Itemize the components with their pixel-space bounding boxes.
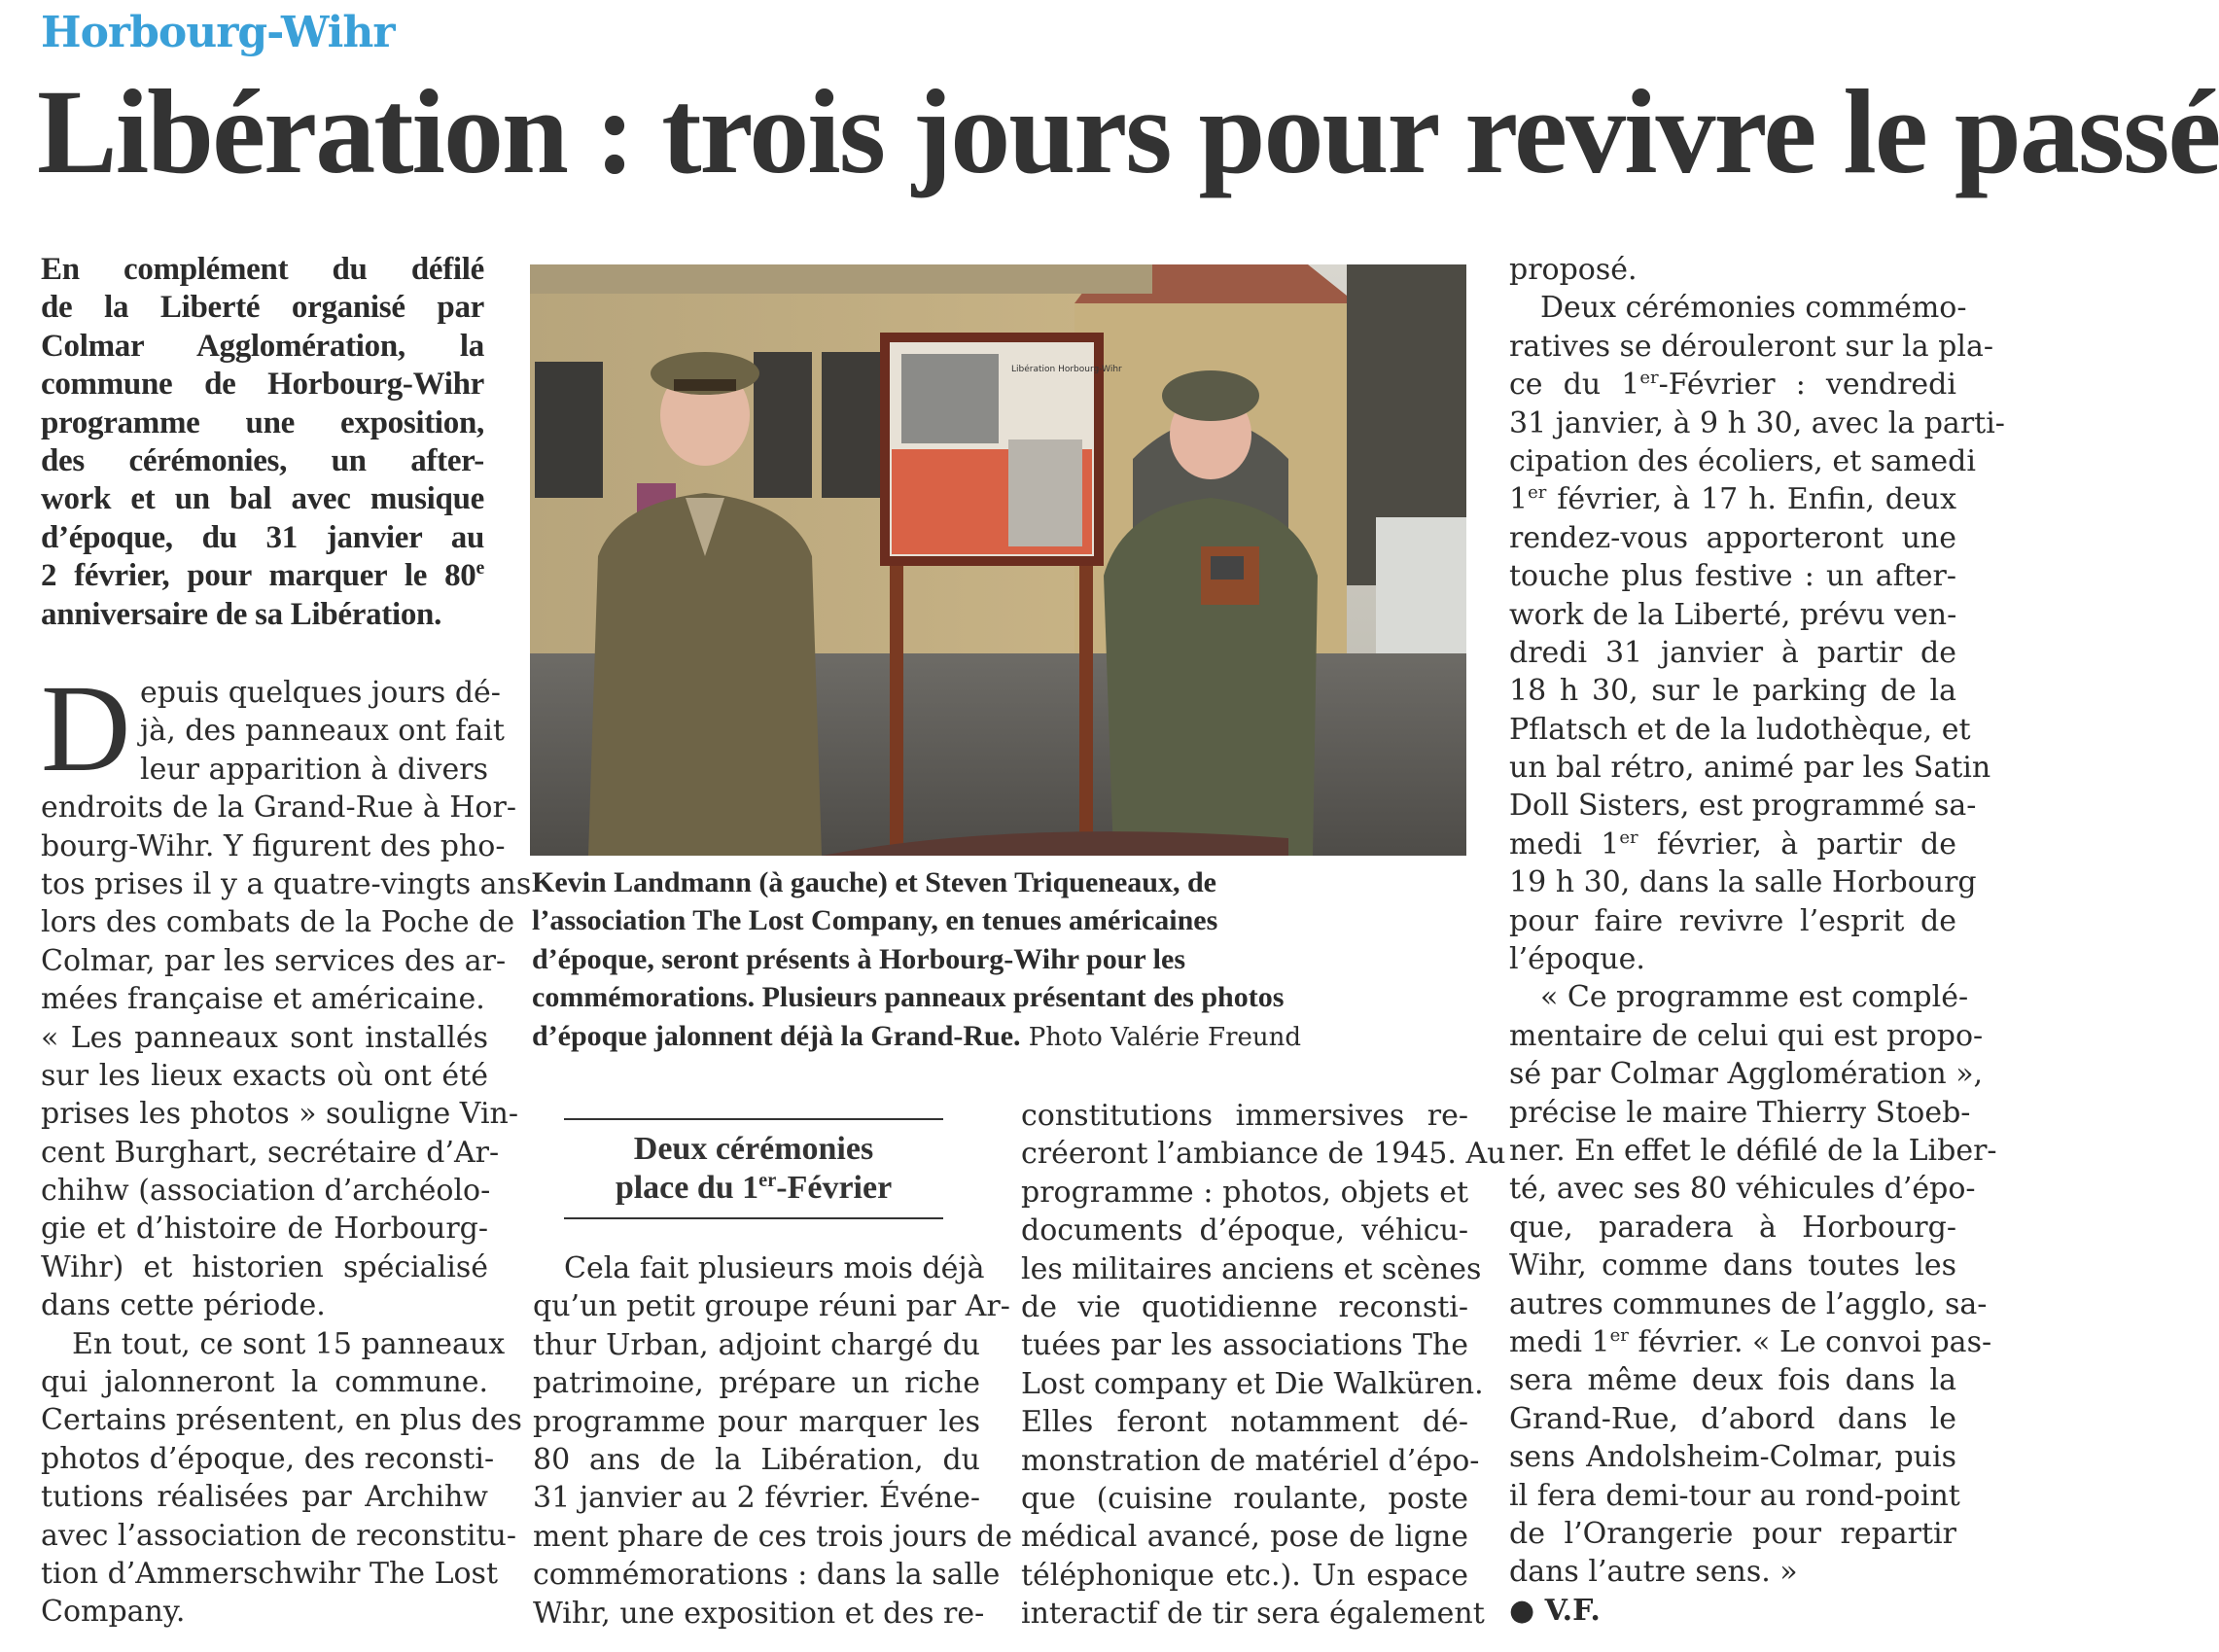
col3-body-line: que (cuisine roulante, poste [1021,1481,1468,1516]
col4-body-line: autres communes de l’agglo, sa- [1509,1286,1988,1321]
col1-body-line: qui jalonneront la commune. [41,1365,488,1400]
col2-body-line: commémorations : dans la salle [533,1558,1001,1593]
photo-caption [532,863,1465,1055]
author-signature: ● V.F. [1509,1593,1601,1628]
col1-body-line: tion d’Ammerschwihr The Lost [41,1556,499,1591]
col4-body-line: Wihr, comme dans toutes les [1509,1248,1956,1283]
section-kicker: Horbourg-Wihr [41,8,395,57]
caption-line [532,940,1465,978]
col4-body-line: précise le maire Thierry Stoeb- [1509,1095,1971,1130]
col4-body-line: de l’Orangerie pour repartir [1509,1516,1956,1551]
col3-body-line: médical avancé, pose de ligne [1021,1520,1468,1555]
col1-body-line: cent Burghart, secrétaire d’Ar- [41,1135,500,1170]
col3-body-line: Lost company et Die Walküren. [1021,1366,1484,1401]
col4-body-line: medi 1er février, à partir de [1509,826,1956,861]
col4-body-line: un bal rétro, animé par les Satin [1509,751,1991,786]
chapo-line: programme une exposition, [41,404,484,440]
col2-body-line: thur Urban, adjoint chargé du [533,1327,980,1362]
col1-body-line: chihw (association d’archéolo- [41,1174,491,1209]
col4-body-line: sé par Colmar Agglomération », [1509,1057,1984,1092]
chapo-line: commune de Horbourg-Wihr [41,367,484,403]
col3-body-line: programme : photos, objets et [1021,1175,1468,1210]
col1-body-line: endroits de la Grand-Rue à Hor- [41,791,516,826]
subhead-line-1: Deux cérémonies [633,1131,874,1167]
col2-body-line: 80 ans de la Libération, du [533,1442,980,1477]
col1-body-line: avec l’association de reconstitu- [41,1518,516,1553]
col4-body-line: 1er février, à 17 h. Enfin, deux [1509,482,1956,517]
col4-body-line: touche plus festive : un after- [1509,559,1956,594]
col4-body-line: 18 h 30, sur le parking de la [1509,674,1956,709]
col2-body-line: ment phare de ces trois jours de [533,1519,1013,1554]
caption-line [532,863,1465,901]
caption-text: d’époque, seront présents à Horbourg-Wihr pour les [532,942,1185,975]
col3-body-line: les militaires anciens et scènes [1021,1251,1482,1286]
col1-body-line: leur apparition à divers [140,752,488,787]
col3-body-line: de vie quotidienne reconsti- [1021,1289,1468,1324]
caption-text: commémorations. Plusieurs panneaux présentant des photos [532,981,1285,1014]
col4-body-line: cipation des écoliers, et samedi [1509,443,1976,478]
col3-body-line: créeront l’ambiance de 1945. Au [1021,1137,1506,1172]
chapo [41,251,484,634]
col3-body-line: tuées par les associations The [1021,1328,1468,1363]
col4-body-line: sera même deux fois dans la [1509,1363,1956,1398]
chapo-line: de la Liberté organisé par [41,290,484,326]
caption-line [532,978,1465,1016]
col1-body-line: tos prises il y a quatre-vingts ans [41,866,532,901]
col4-body-line: Deux cérémonies commémo- [1540,291,1967,326]
col3-body-line: documents d’époque, véhicu- [1021,1213,1468,1248]
col4-body-line: rendez-vous apporteront une [1509,520,1956,555]
col1-body-line: prises les photos » souligne Vin- [41,1097,519,1132]
col1-body-line: mées française et américaine. [41,982,485,1017]
col3-body-line: interactif de tir sera également [1021,1597,1485,1632]
subhead-rule-top [564,1118,943,1120]
column-2-body [533,1249,1013,1633]
col4-body-line: Doll Sisters, est programmé sa- [1509,789,1977,824]
photo-sign-text: Libération Horbourg-Wihr [1011,365,1122,374]
col3-body-line: téléphonique etc.). Un espace [1021,1558,1468,1593]
col4-body-line: ce du 1er-Février : vendredi [1509,368,1956,403]
chapo-line: Colmar Agglomération, la [41,328,484,364]
subhead [564,1130,943,1208]
col1-body-line: Colmar, par les services des ar- [41,943,507,978]
col3-body-line: Elles feront notamment dé- [1021,1405,1468,1440]
col1-body-line: Wihr) et historien spécialisé [41,1249,488,1284]
col4-body-line: il fera demi-tour au rond-point [1509,1478,1960,1513]
chapo-line: anniversaire de sa Libération. [41,596,442,632]
col3-body-line: constitutions immersives re- [1021,1099,1468,1133]
col4-body-line: sens Andolsheim-Colmar, puis [1509,1440,1956,1475]
chapo-line: En complément du défilé [41,252,484,287]
col3-body-line: monstration de matériel d’épo- [1021,1443,1480,1478]
drop-cap: D [41,659,131,797]
column-4-body [1509,251,2005,1630]
col4-body-line: ratives se dérouleront sur la pla- [1509,329,1993,364]
col1-body-line: tutions réalisées par Archihw [41,1480,488,1515]
col1-body-line: En tout, ce sont 15 panneaux [72,1326,506,1361]
col2-body-line: Wihr, une exposition et des re- [533,1596,985,1631]
col4-body-line: Pflatsch et de la ludothèque, et [1509,712,1971,747]
col2-body-line: patrimoine, prépare un riche [533,1366,980,1401]
col4-body-line: pour faire revivre l’esprit de [1509,903,1956,938]
subhead-rule-bottom [564,1217,943,1219]
col1-body-line: Certains présentent, en plus des [41,1403,522,1438]
col4-body-line: 19 h 30, dans la salle Horbourg [1509,865,1977,900]
col4-body-line: l’époque. [1509,942,1645,977]
photo-illustration [530,264,1466,856]
chapo-line: d’époque, du 31 janvier au [41,519,484,555]
caption-text: l’association The Lost Company, en tenues américaines [532,904,1218,937]
col1-body-line: bourg-Wihr. Y figurent des pho- [41,828,506,863]
chapo-line: des cérémonies, un after- [41,442,484,478]
col4-body-line: dredi 31 janvier à partir de [1509,635,1956,670]
column-1-body [41,659,532,1632]
col1-body-line: « Les panneaux sont installés [41,1020,488,1055]
col4-body-line: dans l’autre sens. » [1509,1555,1798,1590]
col4-body-line: work de la Liberté, prévu ven- [1509,597,1957,632]
col4-body-line: que, paradera à Horbourg- [1509,1210,1956,1245]
col4-body-line: proposé. [1509,253,1638,287]
col2-body-line: programme pour marquer les [533,1404,980,1439]
col4-body-line: « Ce programme est complé- [1540,980,1969,1015]
chapo-line: work et un bal avec musique [41,481,484,517]
col1-body-line: lors des combats de la Poche de [41,905,515,940]
col4-body-line: ner. En effet le défilé de la Liber- [1509,1133,1997,1168]
col2-body-line: 31 janvier au 2 février. Événe- [533,1481,980,1516]
caption-text: d’époque jalonnent déjà la Grand-Rue. [532,1019,1021,1052]
col1-body-line: dans cette période. [41,1288,326,1323]
caption-text: Kevin Landmann (à gauche) et Steven Triqueneaux, de [532,866,1216,898]
col1-body-line: sur les lieux exacts où ont été [41,1058,488,1093]
col1-body-line: Company. [41,1595,186,1630]
col1-body-line: epuis quelques jours dé- [140,676,501,710]
col2-body-line: qu’un petit groupe réuni par Ar- [533,1289,1010,1324]
photo-credit: Photo Valérie Freund [1020,1022,1302,1052]
col4-body-line: medi 1er février. « Le convoi pas- [1509,1324,1992,1359]
col1-body-line: photos d’époque, des reconsti- [41,1441,495,1476]
col1-body-line: jà, des panneaux ont fait [140,714,505,749]
col4-body-line: Grand-Rue, d’abord dans le [1509,1401,1956,1436]
caption-line [532,1017,1465,1055]
col1-body-line: gie et d’histoire de Horbourg- [41,1212,488,1247]
column-3-body [1021,1097,1506,1633]
col4-body-line: té, avec ses 80 véhicules d’épo- [1509,1172,1976,1207]
caption-line [532,901,1465,939]
chapo-line: 2 février, pour marquer le 80e [41,557,484,594]
headline: Libération : trois jours pour revivre le passé [37,65,2219,198]
article-photo [530,264,1466,856]
subhead-line-2: place du 1er-Février [615,1169,893,1206]
col2-body-line: Cela fait plusieurs mois déjà [564,1251,985,1285]
col4-body-line: mentaire de celui qui est propo- [1509,1018,1984,1053]
col4-body-line: 31 janvier, à 9 h 30, avec la parti- [1509,405,2005,440]
